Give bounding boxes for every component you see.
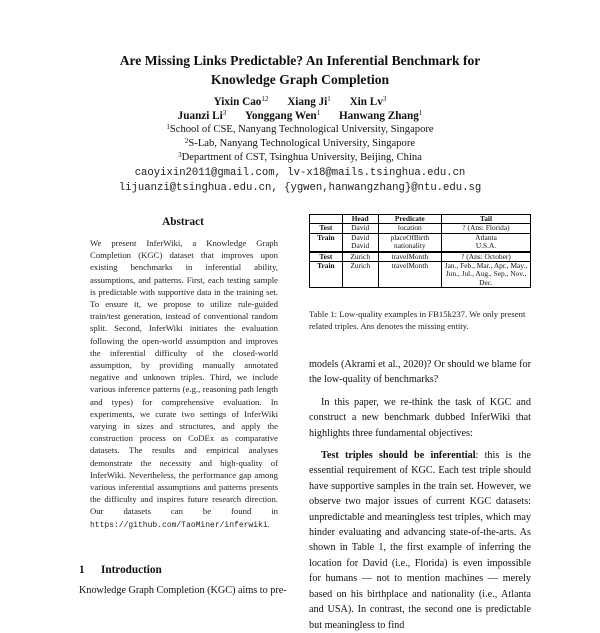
cell-tail: ? (Ans: October) <box>442 252 531 262</box>
author: Xin Lv$^3$ <box>349 95 387 108</box>
cell-predicate: travelMonth <box>378 262 441 288</box>
paper-title-line-2: Knowledge Graph Completion <box>210 72 390 87</box>
table-header-cell: Tail <box>442 215 531 224</box>
cell-tail: U.S.A. <box>442 242 531 251</box>
paragraph: Test triples should be inferential: this is the essential requirement of KGC. Each test triple should have supportive samples in the train set. However, we observe two major issues of current KGC datasets: unpredictable and meaningless test triples, which may hinder evaluating and advancing state-of-the-arts. As shown in Table 1, the first example of inferring the location for David (i.e., Florida) is even impossible for humans — not to mention machines — merely based on his birthplace and nationality (i.e., Atlanta and USA). In contrast, the second one is predictable but meaningless to find <box>309 450 531 631</box>
cell-head: David <box>342 224 378 233</box>
table-row <box>310 242 531 251</box>
table-row <box>310 262 531 288</box>
paper-title-line-1: Are Missing Links Predictable? An Inferential Benchmark for <box>119 53 481 68</box>
cell-head: Zurich <box>342 252 378 262</box>
author-row-2 <box>40 110 560 122</box>
cell-head: Zurich <box>342 262 378 288</box>
cell-predicate: nationality <box>378 242 441 251</box>
table-1-grid <box>309 214 531 288</box>
abstract-body: We present InferWiki, a Knowledge Graph Completion (KGC) dataset that improves upon existing benchmarks in inferential ability, assumptions, and patterns. First, each testing sample is predictable with supportive data in the training set. To ensure it, we propose to utilize rule-guided train/test generation, instead of conventional random split. Second, InferWiki initiates the evaluation following the open-world assumption and improves the inferential difficulty of the closed-world assumption, by providing manually annotated negative and unknown triples. Third, we include various inference patterns (e.g., reasoning path length and types) for comprehensive evaluation. In experiments, we curate two settings of InferWiki varying in sizes and structures, and apply the construction process on CoDEx as comparative datasets. The results and empirical analyses demonstrate the necessity and high-quality of InferWiki. Nevertheless, the performance gap among various inferential assumptions and patterns presents the difficulty and inspires future research direction. Our datasets can be found in https://github.com/TaoMiner/inferwiki. <box>90 238 278 530</box>
paper-title <box>40 51 560 89</box>
row-label: Test <box>310 224 343 233</box>
row-label: Train <box>310 262 343 288</box>
author: Hanwang Zhang$^1$ <box>338 109 423 122</box>
cell-head: David <box>342 233 378 242</box>
dataset-url-link[interactable]: https://github.com/TaoMiner/inferwiki <box>90 520 268 530</box>
affiliation-2: $^2$S-Lab, Nanyang Technological University, Singapore <box>184 137 416 149</box>
section-heading-introduction <box>79 564 162 576</box>
author: Juanzi Li$^3$ <box>177 109 227 122</box>
table-header-cell: Head <box>342 215 378 224</box>
author-emails-line-1: caoyixin2011@gmail.com, lv-x18@mails.tsinghua.edu.cn <box>134 167 466 179</box>
cell-tail: ? (Ans: Florida) <box>442 224 531 233</box>
right-column-text <box>309 357 531 633</box>
cell-predicate: location <box>378 224 441 233</box>
paragraph: models (Akrami et al., 2020)? Or should we blame for the low-quality of benchmarks? <box>309 359 531 386</box>
cell-predicate: travelMonth <box>378 252 441 262</box>
cell-head: David <box>342 242 378 251</box>
author: Yonggang Wen$^1$ <box>245 109 321 122</box>
bold-lead: Test triples should be inferential <box>321 450 476 462</box>
cell-tail: Jan., Feb., Mar., Apr., May., Jun., Jul., Aug., Sep., Nov., Dec. <box>442 262 531 288</box>
table-header-cell: Predicate <box>378 215 441 224</box>
affiliation-1: $^1$School of CSE, Nanyang Technological University, Singapore <box>166 123 434 135</box>
introduction-first-line: Knowledge Graph Completion (KGC) aims to pre- <box>79 585 287 596</box>
cell-predicate: placeOfBirth <box>378 233 441 242</box>
paragraph: In this paper, we re-think the task of KGC and construct a new benchmark dubbed InferWiki that highlights three fundamental objectives: <box>309 396 531 439</box>
table-row <box>310 252 531 262</box>
abstract-text: We present InferWiki, a Knowledge Graph Completion (KGC) dataset that improves upon existing benchmarks in inferential ability, assumptions, and patterns. First, each testing sample is predictable with supportive data in the training set. To ensure it, we propose to utilize rule-guided train/test generation, instead of conventional random split. Second, InferWiki initiates the evaluation following the open-world assumption and improves the inferential difficulty of the closed-world assumption, by providing manually annotated negative and unknown triples. Third, we include various inference patterns (e.g., reasoning path length and types) for comprehensive evaluation. In experiments, we curate two settings of InferWiki varying in sizes and structures, and apply the construction process on CoDEx as comparative datasets. The results and empirical analyses demonstrate the necessity and high-quality of InferWiki. Nevertheless, the performance gap among various inferential assumptions and patterns presents the difficulty and inspires future research direction. Our datasets can be found in <box>90 238 278 517</box>
author-row-1 <box>40 96 560 108</box>
table-row <box>310 224 531 233</box>
author-emails-line-2: lijuanzi@tsinghua.edu.cn, {ygwen,hanwangzhang}@ntu.edu.sg <box>118 182 482 194</box>
section-title: Introduction <box>101 564 162 576</box>
cell-tail: Atlanta <box>442 233 531 242</box>
author: Xiang Ji$^1$ <box>287 95 331 108</box>
table-1 <box>309 214 531 288</box>
author: Yixin Cao$^{12}$ <box>213 95 269 108</box>
row-label: Train <box>310 233 343 242</box>
abstract-heading: Abstract <box>162 216 204 228</box>
row-label <box>310 242 343 251</box>
row-label: Test <box>310 252 343 262</box>
section-number: 1 <box>79 564 85 576</box>
table-1-caption: Table 1: Low-quality examples in FB15k237. We only present related triples. Ans denotes the missing entity. <box>309 309 526 332</box>
affiliation-3: $^3$Department of CST, Tsinghua University, Beijing, China <box>178 151 422 163</box>
